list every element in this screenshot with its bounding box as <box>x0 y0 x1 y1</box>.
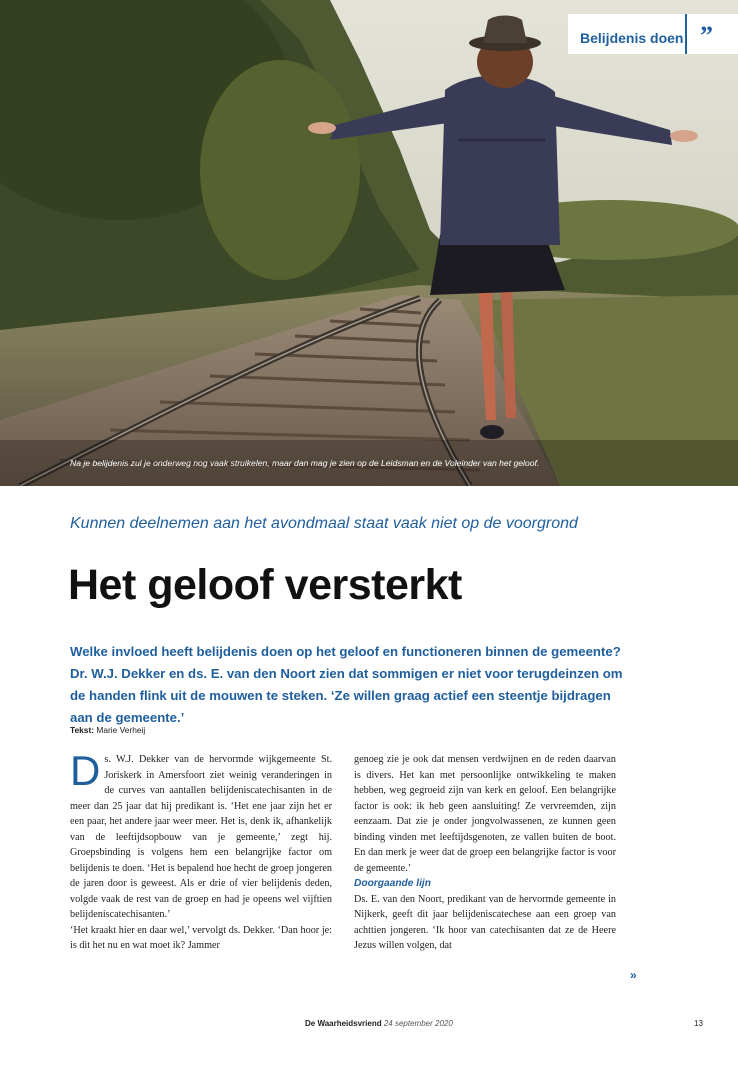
article-lead: Welke invloed heeft belijdenis doen op het geloof en functioneren binnen de gemeente? Dr. W.J. Dekker en ds. E. van den Noort zien dat sommigen er niet voor terugdeinzen om de handen flink uit de mouwen te steken. ‘Ze willen graag actief een steentje bijdragen aan de gemeente.’ <box>70 644 623 725</box>
article-kicker: Kunnen deelnemen aan het avondmaal staat vaak niet op de voorgrond <box>70 515 578 532</box>
article-subhead: Doorgaande lijn <box>354 878 431 889</box>
hero-photo <box>0 0 738 486</box>
byline-label: Tekst: <box>70 725 95 735</box>
body-paragraph: ‘Het kraakt hier en daar wel,’ vervolgt ds. Dekker. ‘Dan hoor je: is dit het nu en wat moet ik? Jammer <box>70 924 332 951</box>
section-label: Belijdenis doen <box>580 30 684 46</box>
article-headline: Het geloof versterkt <box>68 561 462 609</box>
publication-date: 24 september 2020 <box>383 1019 453 1028</box>
body-paragraph: s. W.J. Dekker van de hervormde wijkgemeente St. Joriskerk in Amersfoort ziet weinig veranderingen in de curves van aantallen belijdeniscatechisanten in de meer dan 25 jaar dat hij predikant is. ‘Het ene jaar zijn het er een paar, het andere jaar weer meer. Het is, denk ik, afhankelijk van de leeftijdsopbouw van je gemeente,’ zegt hij. Groepsbinding is volgens hem een belangrijke factor om belijdenis te doen. ‘Het is bepalend hoe hecht de groep jongeren de jaren door is geweest. Als er drie of vier belijdenis deden, volgde vaak de rest van de groep en had je opeens wel vijftien belijdeniscatechisanten.’ <box>70 754 332 920</box>
photo-illustration <box>0 0 738 486</box>
section-tag <box>568 14 738 54</box>
byline-author: Marie Verheij <box>96 725 146 735</box>
publication-name: De Waarheidsvriend <box>305 1019 382 1028</box>
byline <box>70 725 145 735</box>
page-footer <box>0 1016 738 1036</box>
article-column-right <box>354 752 616 954</box>
page-number: 13 <box>694 1019 703 1028</box>
continue-arrow-icon: » <box>630 968 637 982</box>
article-column-left <box>70 747 332 954</box>
body-paragraph: Ds. E. van den Noort, predikant van de hervormde gemeente in Nijkerk, geeft dit jaar belijdeniscatechese aan een groep van achttien jongeren. ‘Ik hoor van catechisanten dat ze de Heere Jezus willen volgen, dat <box>354 893 616 951</box>
photo-caption: Na je belijdenis zul je onderweg nog vaak struikelen, maar dan mag je zien op de Leidsman en de Voleinder van het geloof. <box>70 458 540 468</box>
quote-mark-icon: ” <box>700 21 713 50</box>
footer-publication <box>305 1019 453 1028</box>
body-paragraph: genoeg zie je ook dat mensen verdwijnen en de reden daarvan is divers. Het kan met persoonlijke ontwikkeling te maken hebben, weg gegroeid zijn van kerk en geloof. Een belangrijke factor is ook: ik heb geen aansluiting! Ze vervreemden, zijn eenzaam. Dat zie je onder jongvolwassenen, ze kunnen geen binding vinden met leeftijdsgenoten, ze vallen buiten de boot. En dan merk je weer dat de groep een belangrijke factor is voor de gemeente.’ <box>354 754 616 874</box>
section-divider <box>685 14 687 54</box>
dropcap: D <box>70 747 101 794</box>
